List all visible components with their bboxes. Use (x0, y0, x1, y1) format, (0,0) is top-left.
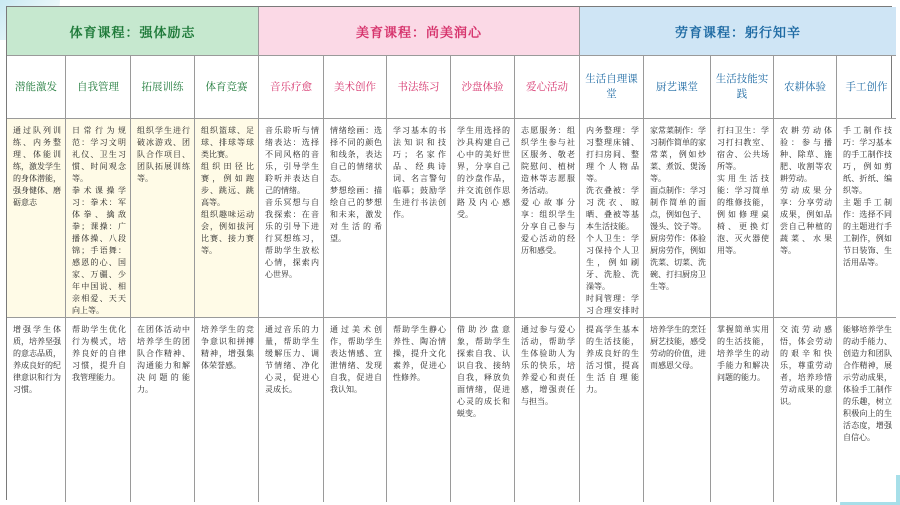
course-content: 通过队列训练、内务整理、体能训练，激发学生的身体潜能，强身健体、磨砺意志 (7, 119, 66, 318)
course-content: 组织学生进行破冰游戏、团队合作项目、团队拓展训练等。 (131, 119, 195, 318)
course-title: 爱心活动 (515, 56, 580, 119)
course-title: 美术创作 (324, 56, 387, 119)
group-header-art: 美育课程：尚美润心 (259, 7, 580, 56)
course-goal: 通过美术创作，帮助学生表达情感、宣泄情绪、发现自我，促进自我认知。 (324, 318, 387, 502)
course-title: 手工创作 (837, 56, 896, 119)
course-goal: 帮助学生优化行为模式，培养良好的自律习惯，提升自我管理能力。 (66, 318, 131, 502)
course-goal: 在团体活动中培养学生的团队合作精神、沟通能力和解决问题的能力。 (131, 318, 195, 502)
course-content: 农耕劳动体验：参与播种、除草、施肥、收割等农耕劳动。 劳动成果分享：分享劳动成果，例如品尝自己种植的蔬菜、水果等。 (774, 119, 837, 318)
course-goal: 能够培养学生的动手能力、创造力和团队合作精神，展示劳动成果，体验手工制作的乐趣，树立积极向上的生活态度，增强自信心。 (837, 318, 896, 502)
course-goal: 培养学生的竞争意识和拼搏精神，增强集体荣誉感。 (195, 318, 259, 502)
course-title: 拓展训练 (131, 56, 195, 119)
course-title: 书法练习 (387, 56, 451, 119)
course-content: 学习基本的书法知识和技巧；名家作品、经典诗词、名言警句临摹；鼓励学生进行书法创作。 (387, 119, 451, 318)
course-title: 体育竞赛 (195, 56, 259, 119)
course-goal: 培养学生的烹饪厨艺技能，感受劳动的价值，进而感恩父母。 (644, 318, 711, 502)
course-content: 志愿服务：组织学生参与社区服务、敬老院慰问、植树造林等志愿服务活动。 爱心故事分享：组织学生分享自己参与爱心活动的经历和感受。 (515, 119, 580, 318)
course-title: 农耕体验 (774, 56, 837, 119)
course-content: 内务整理：学习整理床铺、打扫房间、整理个人物品等。 洗衣叠被：学习洗衣、晾晒、叠被等基本生活技能。 个人卫生：学习保持个人卫生，例如刷牙、洗脸、洗澡等。 时间管理：学习合理安排时 (580, 119, 644, 318)
course-title: 沙盘体验 (451, 56, 515, 119)
course-title: 生活自理课堂 (580, 56, 644, 119)
course-content: 手工制作技巧：学习基本的手工制作技巧，例如剪纸、折纸、编织等。 主题手工制作：选择不同的主题进行手工制作，例如节日装饰、生活用品等。 (837, 119, 896, 318)
course-goal: 通过参与爱心活动，帮助学生体验助人为乐的快乐，培养爱心和责任感，增强责任与担当。 (515, 318, 580, 502)
course-content: 学生用选择的沙具构建自己心中的美好世界，分享自己的沙盘作品，并交流创作思路及内心感受。 (451, 119, 515, 318)
course-goal: 增强学生体质，培养坚强的意志品质，养成良好的纪律意识和行为习惯。 (7, 318, 66, 502)
course-goal: 提高学生基本的生活技能，养成良好的生活习惯，提高生活自理能力。 (580, 318, 644, 502)
course-goal: 借助沙盘意象，帮助学生探索自我、认识自我、接纳自我，释放负面情绪，促进心灵的成长和蜕变。 (451, 318, 515, 502)
course-goal: 掌握简单实用的生活技能，培养学生的动手能力和解决问题的能力。 (711, 318, 774, 502)
course-content: 情绪绘画：选择不同的颜色和线条，表达自己的情绪状态。 梦想绘画：描绘自己的梦想和未来，激发对生活的希望。 (324, 119, 387, 318)
course-content: 日常行为规范：学习文明礼仪、卫生习惯、时间观念等。 拳术课操学习：拳术：军体拳、擒敌拳；课操：广播体操、八段锦；手语舞：感恩的心、国家、万疆、少年中国说、相亲相爱、天天向上等。 (66, 119, 131, 318)
course-title: 自我管理 (66, 56, 131, 119)
course-goal: 通过音乐的力量，帮助学生缓解压力、调节情绪、净化心灵，促进心灵成长。 (259, 318, 324, 502)
course-goal: 交流劳动感悟，体会劳动的艰辛和快乐，尊重劳动者，培养珍惜劳动成果的意识。 (774, 318, 837, 502)
group-header-pe: 体育课程：强体励志 (7, 7, 259, 56)
course-content: 音乐聆听与情绪表达：选择不同风格的音乐，引导学生聆听并表达自己的情绪。 音乐冥想与自我探索：在音乐的引导下进行冥想练习，帮助学生放松心情，探索内心世界。 (259, 119, 324, 318)
course-content: 打扫卫生：学习打扫教室、宿舍、公共场所等。 实用生活技能：学习简单的维修技能，例如修理桌椅、更换灯泡、灭火器使用等。 (711, 119, 774, 318)
curriculum-table (6, 6, 892, 500)
course-content: 组织篮球、足球、排球等球类比赛。 组织田径比赛，例如跑步、跳远、跳高等。 组织趣味运动会，例如拔河比赛、接力赛等。 (195, 119, 259, 318)
course-title: 厨艺课堂 (644, 56, 711, 119)
course-content: 家常菜制作：学习制作简单的家常菜，例如炒菜、煮饭、煲汤等。 面点制作：学习制作简单的面点，例如包子、馒头、饺子等。 厨房劳作：体验厨房劳作，例如洗菜、切菜、洗碗、打扫厨房卫生等。 (644, 119, 711, 318)
course-goal: 帮助学生静心养性、陶冶情操，提升文化素养，促进心性修养。 (387, 318, 451, 502)
course-title: 音乐疗愈 (259, 56, 324, 119)
course-title: 生活技能实践 (711, 56, 774, 119)
course-title: 潜能激发 (7, 56, 66, 119)
group-header-labor: 劳育课程：躬行知辛 (580, 7, 896, 56)
